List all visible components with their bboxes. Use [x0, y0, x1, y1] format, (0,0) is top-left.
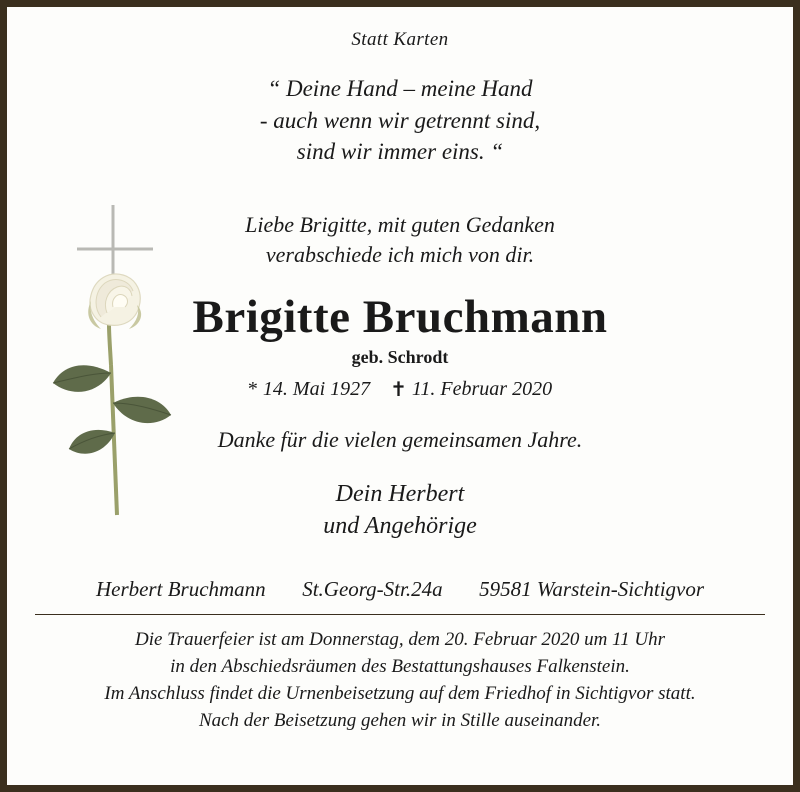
contact-city: 59581 Warstein-Sichtigvor — [479, 576, 705, 601]
divider — [35, 614, 765, 615]
white-rose-icon — [88, 274, 141, 329]
contact-name: Herbert Bruchmann — [95, 576, 266, 601]
funeral-line-2: in den Abschiedsräumen des Bestattungshauses Falkenstein. — [170, 655, 630, 677]
verse-block — [35, 73, 765, 168]
verse-line-1: “ Deine Hand – meine Hand — [267, 76, 533, 101]
thanks-line: Danke für die vielen gemeinsamen Jahre. — [217, 427, 583, 453]
contact-street: St.Georg-Str.24a — [302, 576, 443, 601]
funeral-line-4: Nach der Beisetzung gehen wir in Stille auseinander. — [198, 709, 602, 731]
address-line-1: Liebe Brigitte, mit guten Gedanken — [245, 212, 555, 238]
header-statt-karten: Statt Karten — [351, 29, 449, 50]
funeral-line-1: Die Trauerfeier ist am Donnerstag, dem 20. Februar 2020 um 11 Uhr — [134, 628, 666, 650]
obituary-inner — [7, 7, 793, 785]
deceased-maiden-name: geb. Schrodt — [351, 347, 449, 368]
verse-line-2: - auch wenn wir getrennt sind, — [259, 107, 541, 133]
death-cross-icon: ✝ — [390, 379, 407, 402]
verse-line-3: sind wir immer eins. “ — [296, 139, 504, 165]
death-date: 11. Februar 2020 — [411, 378, 553, 401]
deceased-name: Brigitte Bruchmann — [192, 290, 608, 343]
signature-line-2: und Angehörige — [323, 512, 477, 539]
signature-line-1: Dein Herbert — [335, 481, 465, 508]
funeral-line-3: Im Anschluss findet die Urnenbeisetzung auf dem Friedhof in Sichtigvor statt. — [104, 682, 696, 704]
rose-and-cross-graphic — [41, 197, 221, 557]
birth-date: 14. Mai 1927 — [262, 378, 371, 401]
contact-line — [35, 577, 765, 602]
birth-symbol: * — [247, 378, 258, 401]
address-line-2: verabschiede ich mich von dir. — [265, 241, 535, 267]
funeral-details — [35, 627, 765, 735]
